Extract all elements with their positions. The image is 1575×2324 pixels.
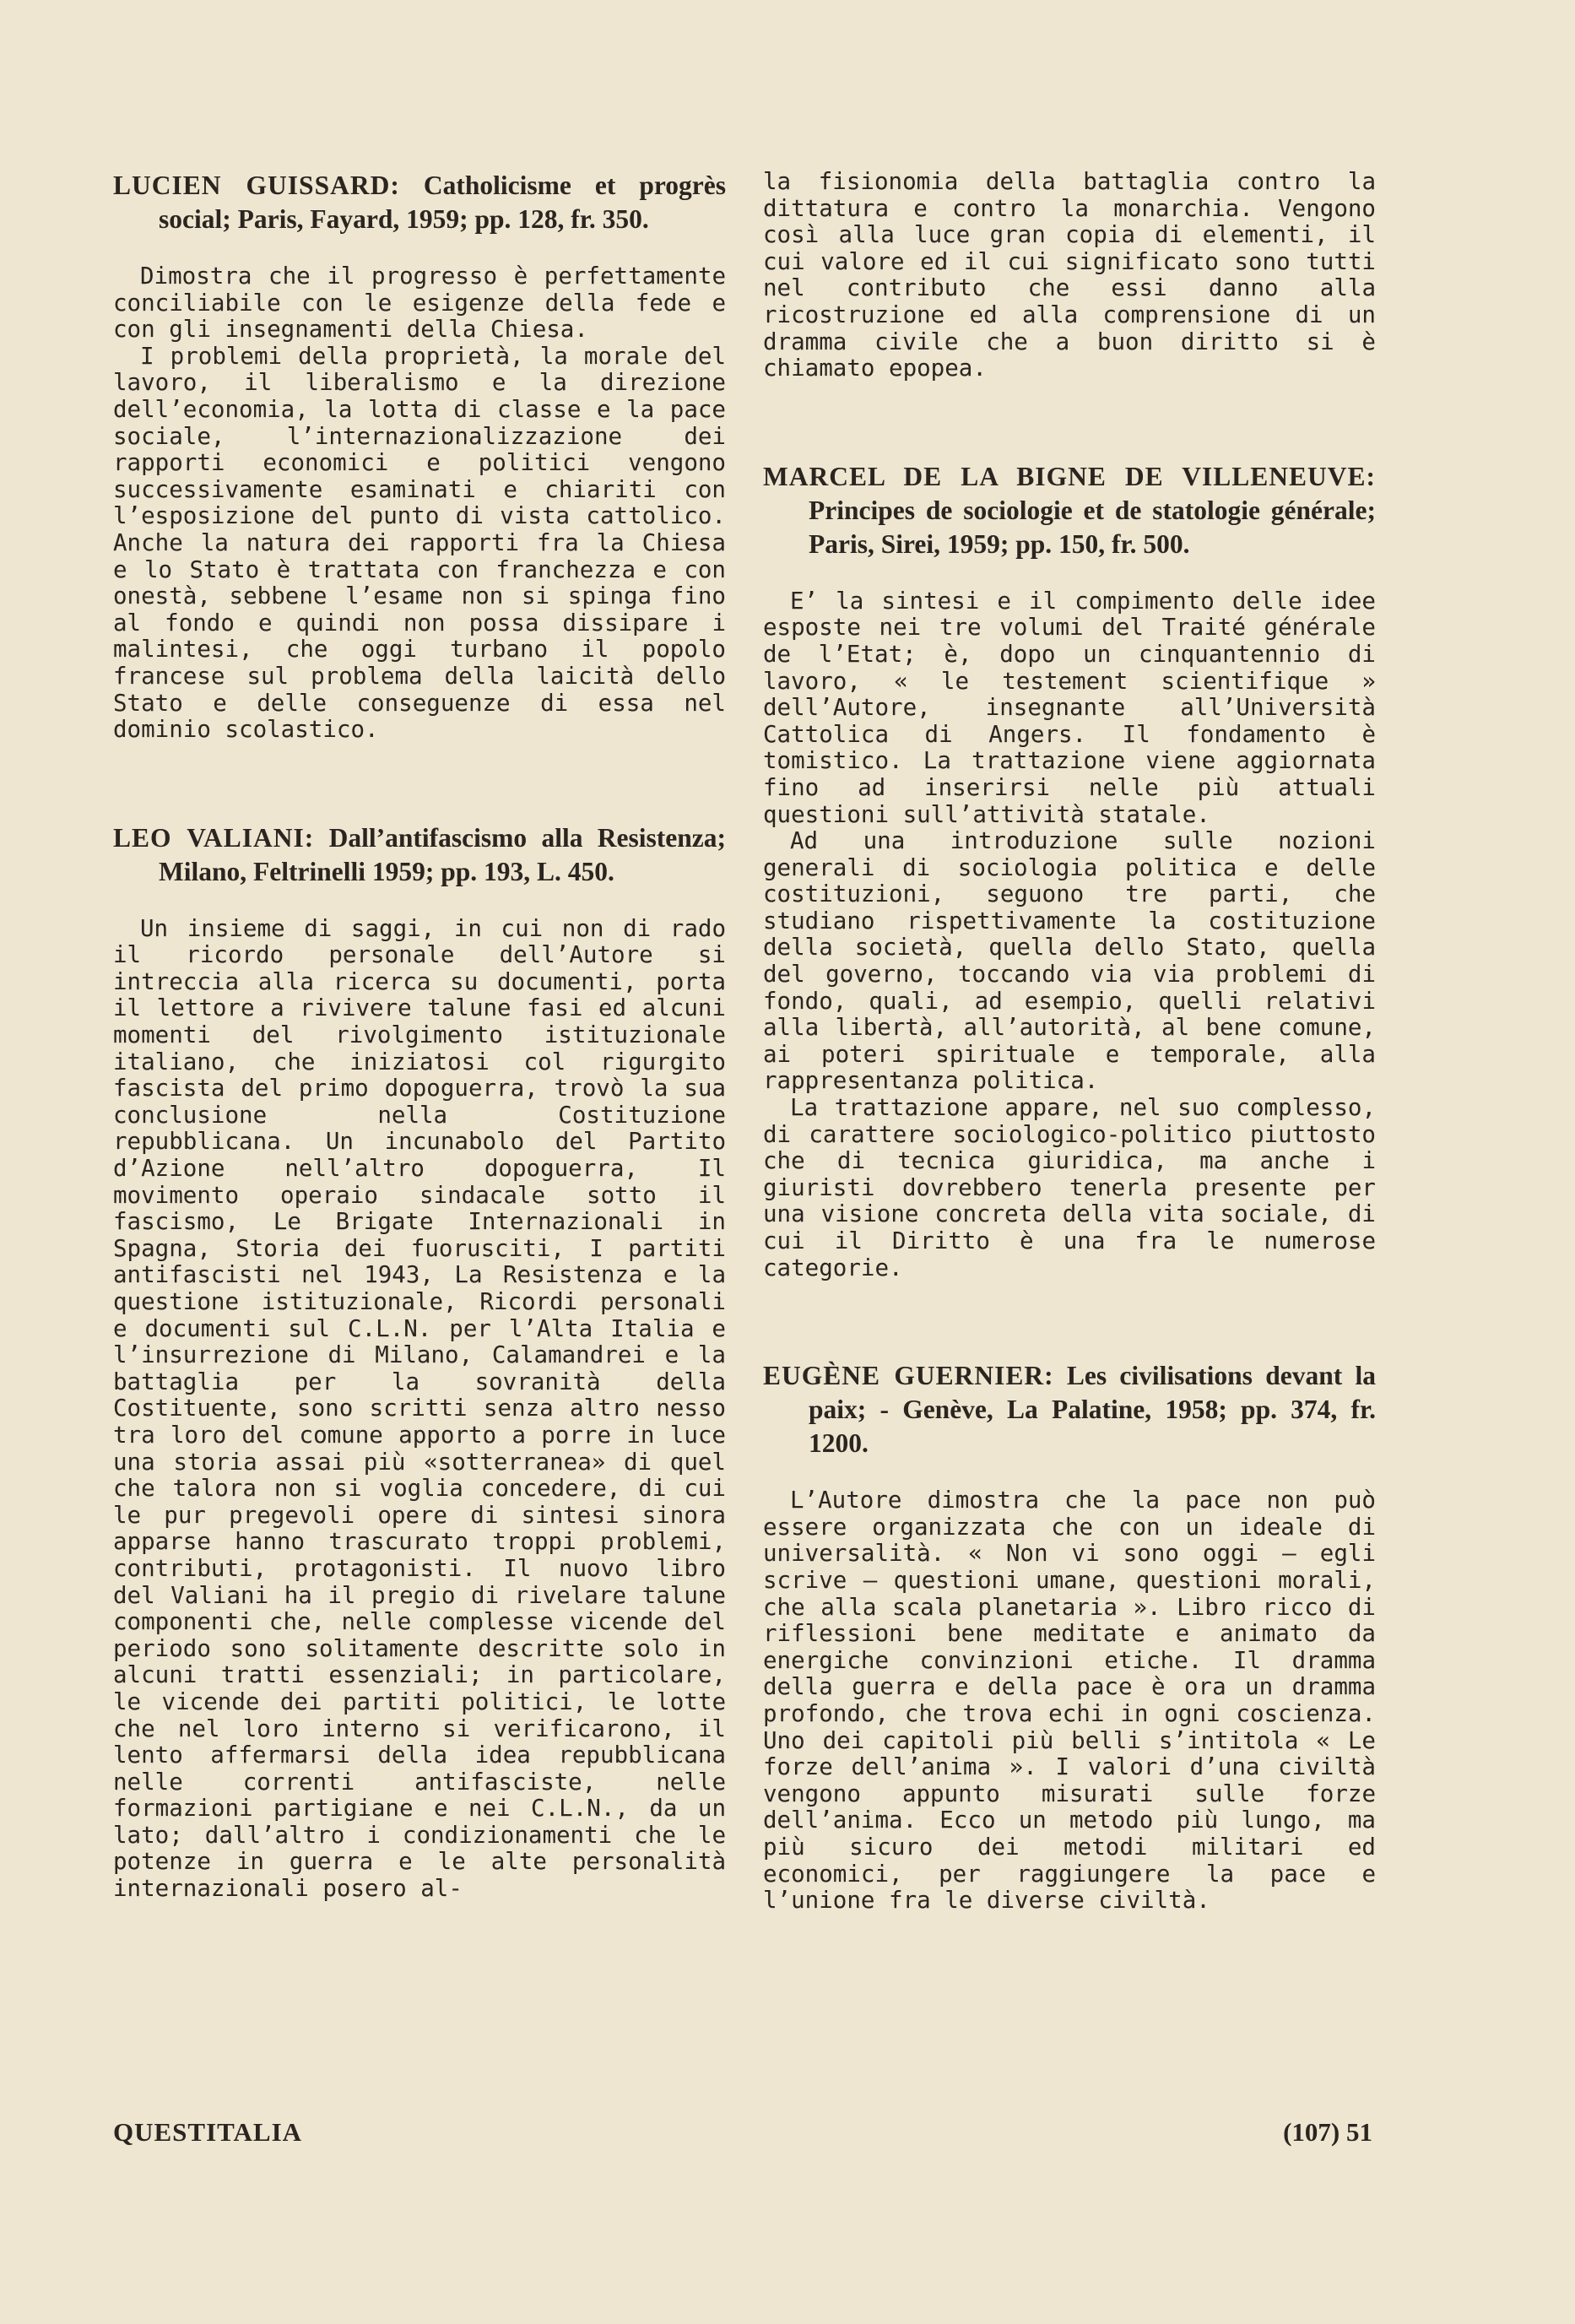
review-paragraph: Dimostra che il progresso è perfettamente conciliabile con le esigenze della fede e con gli insegnamenti della Chiesa. xyxy=(113,263,726,344)
review-body xyxy=(763,169,1376,382)
review-body xyxy=(763,1487,1376,1915)
review-body xyxy=(113,263,726,744)
review-heading xyxy=(113,821,726,889)
review-author: EUGÈNE GUERNIER: xyxy=(763,1361,1054,1391)
review-title: Dall’antifascismo alla Resistenza; Milano, Feltrinelli 1959; pp. 193, L. 450. xyxy=(159,822,727,886)
review-entry xyxy=(113,169,726,744)
review-title: Principes de sociologie et de statologie générale; Paris, Sirei, 1959; pp. 150, fr. 500. xyxy=(809,495,1376,559)
review-entry xyxy=(763,460,1376,1281)
review-heading xyxy=(113,169,726,236)
continuation-paragraph: la fisionomia della battaglia contro la dittatura e contro la monarchia. Vengono così alla luce gran copia di elementi, il cui valore ed il cui significato sono tutti nel contributo che essi danno alla ricostruzione ed alla comprensione di un dramma civile che a buon diritto si è chiamato epopea. xyxy=(763,168,1376,382)
review-title: Catholicisme et progrès social; Paris, Fayard, 1959; pp. 128, fr. 350. xyxy=(159,171,726,234)
left-column xyxy=(113,169,726,1980)
review-paragraph: Ad una introduzione sulle nozioni generali di sociologia politica e delle costituzioni, seguono tre parti, che studiano rispettivamente la costituzione della società, quella dello Stato, quella del governo, toccando via via problemi di fondo, quali, ad esempio, quelli relativi alla libertà, all’autorità, al bene comune, ai poteri spirituale e temporale, alla rappresentanza politica. xyxy=(763,827,1376,1095)
review-heading xyxy=(763,460,1376,561)
review-author: LEO VALIANI: xyxy=(113,822,315,853)
right-column xyxy=(763,169,1376,1992)
review-paragraph: E’ la sintesi e il compimento delle idee esposte nei tre volumi del Traité générale de l’Etat; è, dopo un cinquantennio di lavoro, « le testement scientifique » dell’Autore, insegnante all’Università Cattolica di Angers. Il fondamento è tomistico. La trattazione viene aggiornata fino ad inserirsi nelle più attuali questioni sull’attività statale. xyxy=(763,587,1376,828)
continued-text xyxy=(763,169,1376,382)
review-heading xyxy=(763,1359,1376,1460)
review-paragraph: I problemi della proprietà, la morale del lavoro, il liberalismo e la direzione dell’economia, la lotta di classe e la pace sociale, l’internazionalizzazione dei rapporti economici e politici vengono successivamente esaminati e chiariti con l’esposizione del punto di vista cattolico. Anche la natura dei rapporti fra la Chiesa e lo Stato è trattata con franchezza e con onestà, sebbene l’esame non si spinga fino al fondo e quindi non possa dissipare i malintesi, che oggi turbano il popolo francese sul problema della laicità dello Stato e delle conseguenze di essa nel dominio scolastico. xyxy=(113,342,726,744)
magazine-name: QUESTITALIA xyxy=(113,2117,303,2147)
page-number: (107) 51 xyxy=(1283,2117,1372,2147)
review-body xyxy=(113,916,726,1903)
review-title: Les civilisations devant la paix; - Genève, La Palatine, 1958; pp. 374, fr. 1200. xyxy=(809,1361,1377,1459)
review-entry xyxy=(763,1359,1376,1915)
review-author: LUCIEN GUISSARD: xyxy=(113,171,400,200)
review-entry xyxy=(113,821,726,1903)
review-paragraph: Un insieme di saggi, in cui non di rado il ricordo personale dell’Autore si intreccia alla ricerca su documenti, porta il lettore a rivivere talune fasi ed alcuni momenti del rivolgimento istituzionale italiano, che iniziatosi col rigurgito fascista del primo dopoguerra, trovò la sua conclusione nella Costituzione repubblicana. Un incunabolo del Partito d’Azione nell’altro dopoguerra, Il movimento operaio sindacale sotto il fascismo, Le Brigate Internazionali in Spagna, Storia dei fuorusciti, I partiti antifascisti nel 1943, La Resistenza e la questione istituzionale, Ricordi personali e documenti sul C.L.N. per l’Alta Italia e l’insurrezione di Milano, Calamandrei e la battaglia per la sovranità della Costituente, sono scritti senza altro nesso tra loro del comune apporto a porre in luce una storia assai più «sotterranea» di quel che talora non si voglia concedere, di cui le pur pregevoli opere di sintesi sinora apparse hanno trascurato troppi problemi, contributi, protagonisti. Il nuovo libro del Valiani ha il pregio di rivelare talune componenti che, nelle complesse vicende del periodo sono solitamente descritte solo in alcuni tratti essenziali; in particolare, le vicende dei partiti politici, le lotte che nel loro interno si verificarono, il lento affermarsi della idea repubblicana nelle correnti antifasciste, nelle formazioni partigiane e nei C.L.N., da un lato; dall’altro i condizionamenti che le potenze in guerra e le alte personalità internazionali posero al- xyxy=(113,914,726,1903)
review-body xyxy=(763,588,1376,1281)
review-paragraph: La trattazione appare, nel suo complesso, di carattere sociologico-politico piuttosto che di tecnica giuridica, ma anche i giuristi dovrebbero tenerla presente per una visione concreta della vita sociale, di cui il Diritto è una fra le numerose categorie. xyxy=(763,1094,1376,1281)
review-author: MARCEL DE LA BIGNE DE VILLENEUVE: xyxy=(763,461,1376,491)
review-paragraph: L’Autore dimostra che la pace non può essere organizzata che con un ideale di universalità. « Non vi sono oggi — egli scrive — questioni umane, questioni morali, che alla scala planetaria ». Libro ricco di riflessioni bene meditate e animato da energiche convinzioni etiche. Il dramma della guerra e della pace è ora un dramma profondo, che trova echi in ogni coscienza. Uno dei capitoli più belli s’intitola « Le forze dell’anima ». I valori d’una civiltà vengono appunto misurati sulle forze dell’anima. Ecco un metodo più lungo, ma più sicuro dei metodi militari ed economici, per raggiungere la pace e l’unione fra le diverse civiltà. xyxy=(763,1487,1376,1915)
